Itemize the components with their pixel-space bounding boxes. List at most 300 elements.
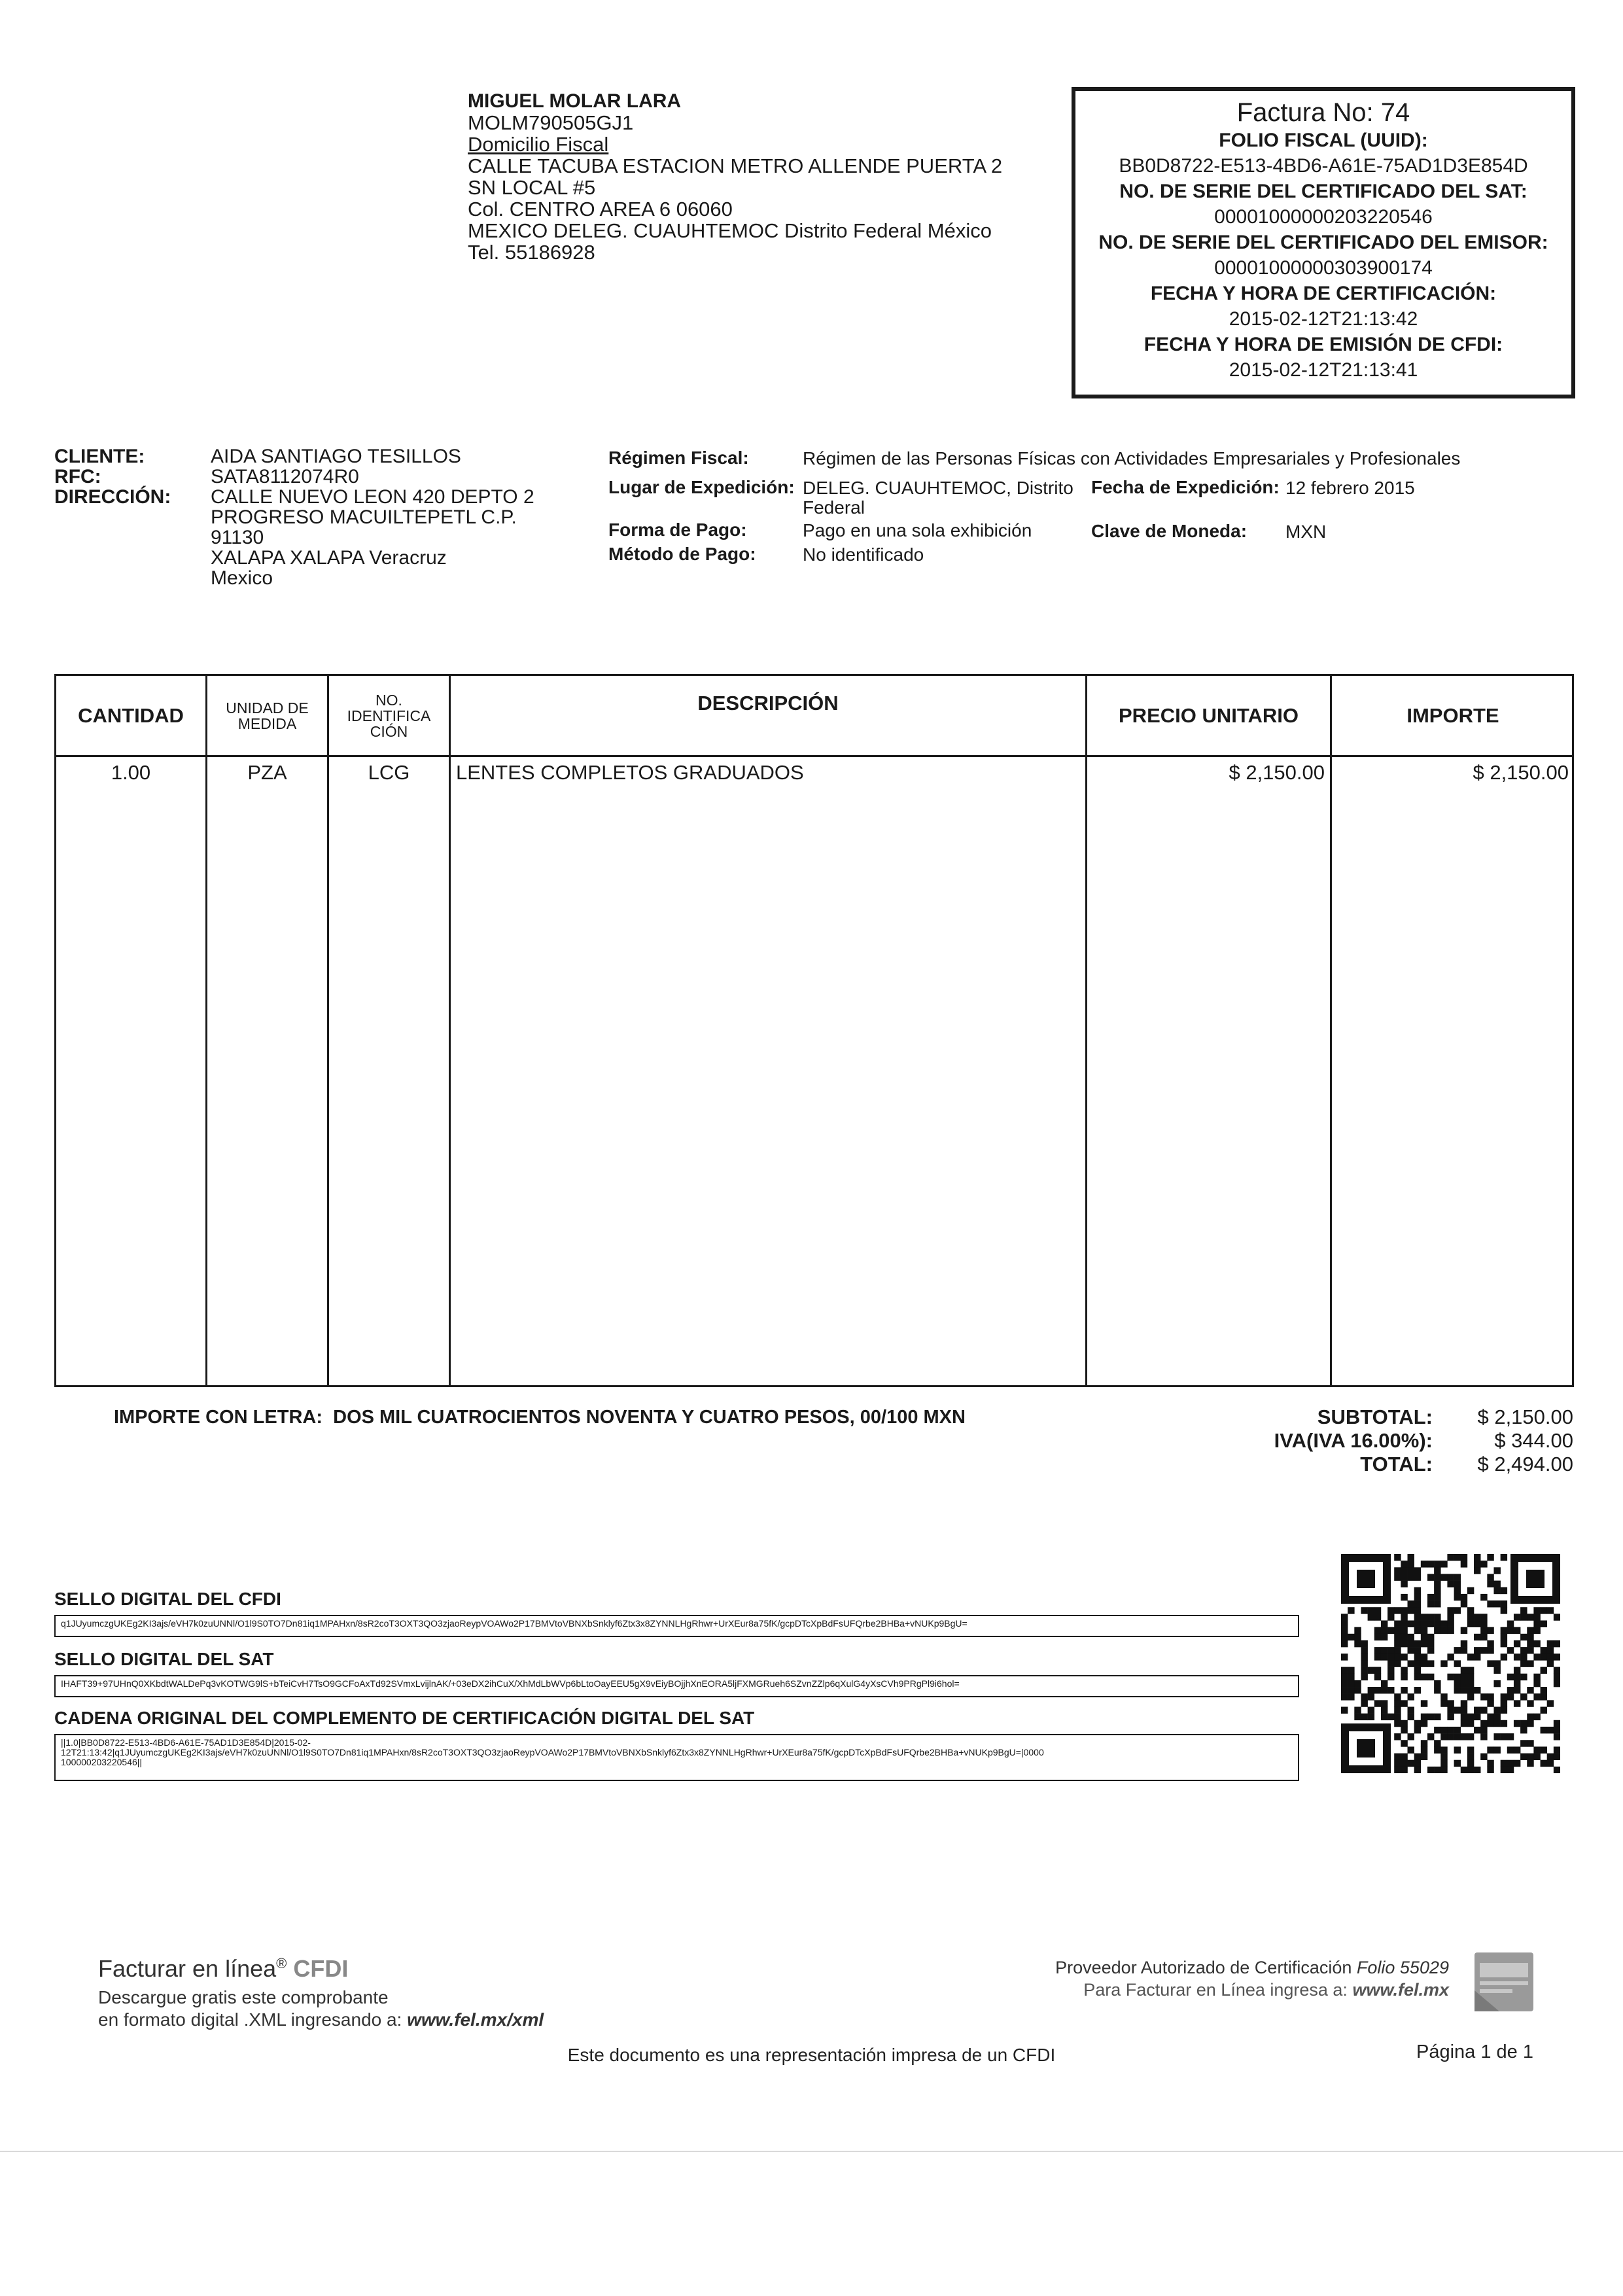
qr-module bbox=[1434, 1587, 1440, 1594]
moneda-label: Clave de Moneda: bbox=[1091, 521, 1248, 541]
qr-module bbox=[1501, 1700, 1507, 1706]
qr-module bbox=[1507, 1627, 1514, 1634]
qr-module bbox=[1354, 1680, 1361, 1687]
qr-module bbox=[1454, 1554, 1461, 1561]
qr-module bbox=[1354, 1687, 1361, 1693]
qr-module bbox=[1487, 1647, 1493, 1653]
sello-sat-label: SELLO DIGITAL DEL SAT bbox=[54, 1649, 274, 1669]
qr-module bbox=[1401, 1567, 1407, 1574]
qr-module bbox=[1341, 1687, 1348, 1693]
cadena-original-value bbox=[54, 1734, 1299, 1781]
fecha-expedicion-label: Fecha de Expedición: bbox=[1091, 477, 1280, 497]
qr-module bbox=[1454, 1607, 1461, 1614]
qr-module bbox=[1514, 1746, 1520, 1753]
qr-module bbox=[1467, 1693, 1474, 1700]
qr-module bbox=[1520, 1607, 1527, 1614]
qr-module bbox=[1501, 1627, 1507, 1634]
qr-module bbox=[1401, 1627, 1407, 1634]
qr-module bbox=[1487, 1700, 1493, 1706]
qr-module bbox=[1474, 1621, 1480, 1627]
qr-module bbox=[1440, 1660, 1447, 1667]
client-address-line4: XALAPA XALAPA Veracruz bbox=[211, 547, 447, 569]
qr-module bbox=[1454, 1687, 1461, 1693]
qr-module bbox=[1354, 1640, 1361, 1647]
qr-module bbox=[1348, 1607, 1354, 1614]
qr-module bbox=[1381, 1634, 1387, 1640]
qr-module bbox=[1447, 1574, 1454, 1580]
qr-module bbox=[1547, 1700, 1554, 1706]
qr-module bbox=[1414, 1754, 1421, 1760]
issuer-phone: Tel. 55186928 bbox=[468, 241, 595, 264]
issuer-address-line3: Col. CENTRO AREA 6 06060 bbox=[468, 198, 733, 221]
qr-module bbox=[1408, 1621, 1414, 1627]
qr-module bbox=[1434, 1574, 1440, 1580]
qr-module bbox=[1501, 1693, 1507, 1700]
qr-module bbox=[1341, 1634, 1348, 1640]
header-divider bbox=[56, 755, 1572, 757]
qr-module bbox=[1408, 1561, 1414, 1567]
qr-module bbox=[1461, 1554, 1467, 1561]
qr-module bbox=[1414, 1674, 1421, 1680]
qr-module bbox=[1401, 1740, 1407, 1746]
th-precio: PRECIO UNITARIO bbox=[1119, 703, 1299, 727]
qr-module bbox=[1454, 1587, 1461, 1594]
qr-module bbox=[1440, 1700, 1447, 1706]
qr-module bbox=[1374, 1667, 1381, 1674]
qr-module bbox=[1520, 1647, 1527, 1653]
qr-module bbox=[1434, 1767, 1440, 1773]
qr-module bbox=[1554, 1614, 1560, 1620]
qr-module bbox=[1474, 1767, 1480, 1773]
qr-module bbox=[1487, 1746, 1493, 1753]
qr-module bbox=[1421, 1660, 1427, 1667]
qr-module bbox=[1440, 1733, 1447, 1740]
qr-module bbox=[1487, 1627, 1493, 1634]
sello-cfdi-value: q1JUyumczgUKEg2KI3ajs/eVH7k0zuUNNl/O1l9S0TO7Dn81iq1MPAHxn/8sR2coT3OXT3QO3zjaoReypVOAWo2P17BMVtoVBNXbSnklyf6Ztx3x8ZYNNLHgRhwr+UrXEur8a75fK/gcpDTcXpBdFsUFQrbe2BHBa+vNUKp9BgU= bbox=[54, 1615, 1299, 1637]
totals-values bbox=[1446, 1405, 1573, 1476]
client-name: AIDA SANTIAGO TESILLOS bbox=[211, 446, 461, 467]
qr-module bbox=[1394, 1640, 1401, 1647]
qr-module bbox=[1467, 1614, 1474, 1620]
qr-module bbox=[1487, 1660, 1493, 1667]
cert-emisor-value: 00001000000303900174 bbox=[1214, 257, 1433, 279]
qr-module bbox=[1474, 1706, 1480, 1713]
qr-module bbox=[1361, 1653, 1367, 1660]
qr-module bbox=[1447, 1627, 1454, 1634]
qr-module bbox=[1547, 1727, 1554, 1733]
qr-module bbox=[1487, 1714, 1493, 1720]
qr-module bbox=[1368, 1693, 1374, 1700]
qr-module bbox=[1387, 1647, 1394, 1653]
qr-module bbox=[1394, 1647, 1401, 1653]
qr-module bbox=[1501, 1653, 1507, 1660]
qr-module bbox=[1387, 1667, 1394, 1674]
qr-module bbox=[1547, 1607, 1554, 1614]
qr-module bbox=[1440, 1754, 1447, 1760]
qr-module bbox=[1368, 1614, 1374, 1620]
qr-module bbox=[1554, 1754, 1560, 1760]
qr-module bbox=[1501, 1767, 1507, 1773]
qr-module bbox=[1501, 1720, 1507, 1727]
qr-module bbox=[1547, 1660, 1554, 1667]
qr-module bbox=[1374, 1647, 1381, 1653]
qr-module bbox=[1554, 1640, 1560, 1647]
qr-module bbox=[1454, 1574, 1461, 1580]
qr-module bbox=[1408, 1693, 1414, 1700]
qr-module bbox=[1527, 1634, 1533, 1640]
qr-module bbox=[1434, 1600, 1440, 1607]
qr-module bbox=[1514, 1674, 1520, 1680]
qr-module bbox=[1467, 1674, 1474, 1680]
issuer-block bbox=[468, 90, 1043, 263]
qr-module bbox=[1507, 1767, 1514, 1773]
qr-module bbox=[1408, 1634, 1414, 1640]
qr-module bbox=[1467, 1754, 1474, 1760]
qr-module bbox=[1408, 1640, 1414, 1647]
qr-module bbox=[1547, 1640, 1554, 1647]
qr-module bbox=[1374, 1607, 1381, 1614]
qr-module bbox=[1507, 1674, 1514, 1680]
qr-module bbox=[1501, 1554, 1507, 1561]
qr-module bbox=[1414, 1653, 1421, 1660]
qr-module bbox=[1527, 1720, 1533, 1727]
qr-module bbox=[1480, 1627, 1487, 1634]
qr-module bbox=[1514, 1700, 1520, 1706]
qr-module bbox=[1474, 1653, 1480, 1660]
total-label: TOTAL: bbox=[1360, 1453, 1433, 1475]
cell-cantidad: 1.00 bbox=[111, 761, 151, 784]
qr-module bbox=[1467, 1607, 1474, 1614]
qr-module bbox=[1447, 1700, 1454, 1706]
qr-module bbox=[1480, 1727, 1487, 1733]
invoice-number: Factura No: 74 bbox=[1236, 98, 1410, 127]
qr-module bbox=[1467, 1746, 1474, 1753]
qr-module bbox=[1387, 1653, 1394, 1660]
qr-module bbox=[1421, 1561, 1427, 1567]
qr-module bbox=[1394, 1754, 1401, 1760]
qr-module bbox=[1440, 1727, 1447, 1733]
qr-module bbox=[1414, 1727, 1421, 1733]
lugar-value bbox=[803, 478, 1091, 518]
qr-module bbox=[1533, 1754, 1540, 1760]
qr-module bbox=[1480, 1621, 1487, 1627]
qr-module bbox=[1474, 1554, 1480, 1561]
qr-module bbox=[1401, 1581, 1407, 1587]
metodo-pago-label: Método de Pago: bbox=[608, 544, 756, 564]
qr-module bbox=[1421, 1746, 1427, 1753]
qr-module bbox=[1533, 1607, 1540, 1614]
pac-folio: Folio 55029 bbox=[1356, 1958, 1449, 1977]
qr-module bbox=[1501, 1607, 1507, 1614]
sello-sat-value: IHAFT39+97UHnQ0XKbdtWALDePq3vKOTWG9lS+bTeiCvH7TsO9GCFoAxTd92SVmxLvijlnAK/+03eDX2ihCuX/XhMdLbWVp6bLtoOayEEU5gX9vEiyBOjjhXnEORA5ljFXMGRueh6SZvnZZlp6qXulG4yXsCVh9PRgPl9i6hol= bbox=[54, 1675, 1299, 1697]
qr-module bbox=[1527, 1614, 1533, 1620]
qr-module bbox=[1361, 1714, 1367, 1720]
qr-module bbox=[1507, 1647, 1514, 1653]
qr-module bbox=[1408, 1706, 1414, 1713]
qr-module bbox=[1520, 1727, 1527, 1733]
qr-module bbox=[1408, 1574, 1414, 1580]
qr-module bbox=[1408, 1600, 1414, 1607]
qr-module bbox=[1361, 1674, 1367, 1680]
qr-module bbox=[1361, 1640, 1367, 1647]
qr-module bbox=[1348, 1693, 1354, 1700]
qr-module bbox=[1414, 1760, 1421, 1767]
qr-module bbox=[1461, 1767, 1467, 1773]
qr-module bbox=[1387, 1714, 1394, 1720]
th-importe: IMPORTE bbox=[1406, 703, 1499, 727]
qr-module bbox=[1467, 1687, 1474, 1693]
qr-module bbox=[1421, 1720, 1427, 1727]
qr-module bbox=[1361, 1647, 1367, 1653]
qr-module bbox=[1480, 1706, 1487, 1713]
qr-module bbox=[1474, 1687, 1480, 1693]
qr-module bbox=[1474, 1714, 1480, 1720]
fel-brand bbox=[98, 1955, 348, 1983]
fel-link[interactable]: www.fel.mx bbox=[1352, 1980, 1449, 2000]
qr-module bbox=[1514, 1667, 1520, 1674]
qr-module bbox=[1341, 1640, 1348, 1647]
qr-module bbox=[1467, 1720, 1474, 1727]
qr-module bbox=[1493, 1660, 1500, 1667]
qr-module bbox=[1487, 1581, 1493, 1587]
xml-download-link[interactable]: www.fel.mx/xml bbox=[407, 2009, 544, 2030]
qr-module bbox=[1541, 1667, 1547, 1674]
qr-module bbox=[1434, 1627, 1440, 1634]
qr-module bbox=[1454, 1647, 1461, 1653]
cliente-label: CLIENTE: bbox=[54, 446, 145, 467]
qr-module bbox=[1480, 1594, 1487, 1600]
pac-prefix: Proveedor Autorizado de Certificación bbox=[1055, 1958, 1352, 1977]
qr-module bbox=[1467, 1653, 1474, 1660]
folio-label: FOLIO FISCAL (UUID): bbox=[1219, 130, 1428, 151]
qr-module bbox=[1414, 1587, 1421, 1594]
qr-module bbox=[1381, 1621, 1387, 1627]
qr-module bbox=[1361, 1660, 1367, 1667]
qr-module bbox=[1341, 1627, 1348, 1634]
qr-module bbox=[1414, 1574, 1421, 1580]
qr-module bbox=[1401, 1607, 1407, 1614]
qr-module bbox=[1387, 1607, 1394, 1614]
cert-sat-label: NO. DE SERIE DEL CERTIFICADO DEL SAT: bbox=[1119, 181, 1527, 202]
regimen-label: Régimen Fiscal: bbox=[608, 448, 749, 468]
qr-module bbox=[1527, 1714, 1533, 1720]
brand-cfdi: CFDI bbox=[293, 1955, 349, 1982]
footer-note: Este documento es una representación impresa de un CFDI bbox=[567, 2045, 1056, 2065]
qr-module bbox=[1401, 1621, 1407, 1627]
qr-module bbox=[1414, 1767, 1421, 1773]
qr-module bbox=[1434, 1687, 1440, 1693]
folio-value: BB0D8722-E513-4BD6-A61E-75AD1D3E854D bbox=[1119, 155, 1528, 177]
qr-module bbox=[1440, 1627, 1447, 1634]
qr-module bbox=[1487, 1693, 1493, 1700]
qr-module bbox=[1421, 1621, 1427, 1627]
qr-module bbox=[1480, 1733, 1487, 1740]
qr-module bbox=[1487, 1720, 1493, 1727]
qr-module bbox=[1394, 1621, 1401, 1627]
qr-module bbox=[1401, 1574, 1407, 1580]
qr-module bbox=[1533, 1714, 1540, 1720]
subtotal-label: SUBTOTAL: bbox=[1317, 1405, 1433, 1428]
qr-module bbox=[1421, 1614, 1427, 1620]
issuer-name: MIGUEL MOLAR LARA bbox=[468, 90, 682, 112]
qr-module bbox=[1480, 1693, 1487, 1700]
qr-module bbox=[1381, 1714, 1387, 1720]
qr-module bbox=[1408, 1607, 1414, 1614]
qr-module bbox=[1547, 1653, 1554, 1660]
issuer-address-line2: SN LOCAL #5 bbox=[468, 176, 596, 199]
client-address-line1: CALLE NUEVO LEON 420 DEPTO 2 bbox=[211, 486, 534, 508]
qr-module bbox=[1447, 1714, 1454, 1720]
qr-module bbox=[1408, 1746, 1414, 1753]
th-unidad-line1: UNIDAD DE bbox=[226, 699, 309, 716]
qr-module bbox=[1427, 1574, 1434, 1580]
qr-module bbox=[1427, 1640, 1434, 1647]
qr-module bbox=[1493, 1714, 1500, 1720]
qr-module bbox=[1527, 1660, 1533, 1667]
th-unidad-line2: MEDIDA bbox=[237, 715, 297, 732]
qr-module bbox=[1427, 1714, 1434, 1720]
forma-pago-value: Pago en una sola exhibición bbox=[803, 520, 1032, 540]
client-values bbox=[211, 446, 577, 588]
qr-module bbox=[1480, 1647, 1487, 1653]
qr-module bbox=[1514, 1640, 1520, 1647]
qr-module bbox=[1447, 1706, 1454, 1713]
qr-module bbox=[1461, 1674, 1467, 1680]
qr-module bbox=[1361, 1607, 1367, 1614]
qr-module bbox=[1414, 1660, 1421, 1667]
scan-edge-divider bbox=[0, 2151, 1623, 2152]
qr-module bbox=[1501, 1634, 1507, 1640]
importe-letra-value: DOS MIL CUATROCIENTOS NOVENTA Y CUATRO PESOS, 00/100 MXN bbox=[333, 1407, 966, 1428]
qr-module bbox=[1414, 1607, 1421, 1614]
qr-module bbox=[1421, 1674, 1427, 1680]
qr-module bbox=[1507, 1687, 1514, 1693]
qr-module bbox=[1507, 1621, 1514, 1627]
qr-module bbox=[1527, 1760, 1533, 1767]
qr-module bbox=[1487, 1574, 1493, 1580]
client-rfc: SATA8112074R0 bbox=[211, 466, 359, 487]
qr-module bbox=[1394, 1607, 1401, 1614]
qr-module bbox=[1401, 1667, 1407, 1674]
qr-module bbox=[1361, 1700, 1367, 1706]
qr-module bbox=[1541, 1746, 1547, 1753]
qr-module bbox=[1387, 1660, 1394, 1667]
qr-module bbox=[1394, 1554, 1401, 1561]
qr-module bbox=[1414, 1667, 1421, 1674]
iva-value: $ 344.00 bbox=[1494, 1429, 1573, 1452]
qr-module bbox=[1348, 1634, 1354, 1640]
qr-module bbox=[1467, 1733, 1474, 1740]
qr-module bbox=[1394, 1653, 1401, 1660]
qr-module bbox=[1374, 1634, 1381, 1640]
qr-module bbox=[1354, 1706, 1361, 1713]
qr-module bbox=[1533, 1693, 1540, 1700]
qr-module bbox=[1434, 1581, 1440, 1587]
qr-module bbox=[1401, 1640, 1407, 1647]
qr-module bbox=[1427, 1767, 1434, 1773]
qr-module bbox=[1394, 1700, 1401, 1706]
qr-module bbox=[1387, 1627, 1394, 1634]
qr-module bbox=[1447, 1727, 1454, 1733]
qr-module bbox=[1480, 1614, 1487, 1620]
column-divider bbox=[449, 676, 451, 1385]
qr-module bbox=[1501, 1640, 1507, 1647]
qr-module bbox=[1401, 1614, 1407, 1620]
pac-info bbox=[981, 1956, 1449, 2001]
cert-sat-value: 00001000000203220546 bbox=[1214, 206, 1433, 228]
qr-module bbox=[1394, 1567, 1401, 1574]
qr-module bbox=[1514, 1627, 1520, 1634]
cell-ident: LCG bbox=[368, 761, 410, 784]
page-number: Página 1 de 1 bbox=[1416, 2041, 1533, 2062]
issuer-rfc: MOLM790505GJ1 bbox=[468, 111, 634, 134]
qr-module bbox=[1401, 1760, 1407, 1767]
qr-module bbox=[1541, 1687, 1547, 1693]
th-ident-line1: NO. bbox=[375, 691, 402, 709]
qr-module bbox=[1520, 1754, 1527, 1760]
qr-module bbox=[1493, 1706, 1500, 1713]
totals-labels bbox=[1223, 1405, 1433, 1476]
qr-module bbox=[1434, 1740, 1440, 1746]
qr-module bbox=[1408, 1733, 1414, 1740]
qr-module bbox=[1461, 1714, 1467, 1720]
qr-module bbox=[1408, 1554, 1414, 1561]
qr-module bbox=[1533, 1653, 1540, 1660]
qr-module bbox=[1461, 1594, 1467, 1600]
registered-mark: ® bbox=[276, 1955, 287, 1971]
qr-module bbox=[1361, 1693, 1367, 1700]
qr-module bbox=[1348, 1680, 1354, 1687]
qr-module bbox=[1461, 1700, 1467, 1706]
qr-module bbox=[1461, 1647, 1467, 1653]
qr-module bbox=[1354, 1627, 1361, 1634]
qr-module bbox=[1394, 1714, 1401, 1720]
qr-module bbox=[1514, 1653, 1520, 1660]
qr-module bbox=[1507, 1693, 1514, 1700]
qr-module bbox=[1427, 1621, 1434, 1627]
qr-module bbox=[1440, 1693, 1447, 1700]
qr-module bbox=[1427, 1733, 1434, 1740]
qr-module bbox=[1554, 1727, 1560, 1733]
qr-module bbox=[1541, 1647, 1547, 1653]
qr-module bbox=[1341, 1614, 1348, 1620]
qr-module bbox=[1454, 1760, 1461, 1767]
qr-module bbox=[1527, 1740, 1533, 1746]
cadena-line2: 12T21:13:42|q1JUyumczgUKEg2KI3ajs/eVH7k0zuUNNl/O1l9S0TO7Dn81iq1MPAHxn/8sR2coT3OXT3QO3zjaoReypVOAWo2P17BMVtoVBNXbSnklyf6Ztx3x8ZYNNLHgRhwr+UrXEur8a75fK/gcpDTcXpBdFsUFQrbe2BHBa+vNUKp9BgU=|0000 bbox=[61, 1747, 1044, 1757]
qr-module bbox=[1514, 1614, 1520, 1620]
qr-module bbox=[1554, 1746, 1560, 1753]
cell-precio: $ 2,150.00 bbox=[1229, 761, 1325, 784]
qr-module bbox=[1480, 1754, 1487, 1760]
qr-module bbox=[1514, 1680, 1520, 1687]
qr-module bbox=[1354, 1634, 1361, 1640]
emission-label: FECHA Y HORA DE EMISIÓN DE CFDI: bbox=[1143, 334, 1503, 355]
qr-module bbox=[1368, 1714, 1374, 1720]
qr-module bbox=[1493, 1587, 1500, 1594]
qr-module bbox=[1454, 1674, 1461, 1680]
qr-module bbox=[1348, 1667, 1354, 1674]
qr-module bbox=[1387, 1674, 1394, 1680]
qr-module bbox=[1427, 1647, 1434, 1653]
qr-module bbox=[1421, 1640, 1427, 1647]
qr-module bbox=[1514, 1760, 1520, 1767]
cadena-line1: ||1.0|BB0D8722-E513-4BD6-A61E-75AD1D3E854D|2015-02- bbox=[61, 1737, 311, 1748]
client-labels bbox=[54, 446, 205, 507]
qr-module bbox=[1408, 1647, 1414, 1653]
qr-module bbox=[1427, 1594, 1434, 1600]
qr-module bbox=[1374, 1614, 1381, 1620]
qr-module bbox=[1374, 1700, 1381, 1706]
